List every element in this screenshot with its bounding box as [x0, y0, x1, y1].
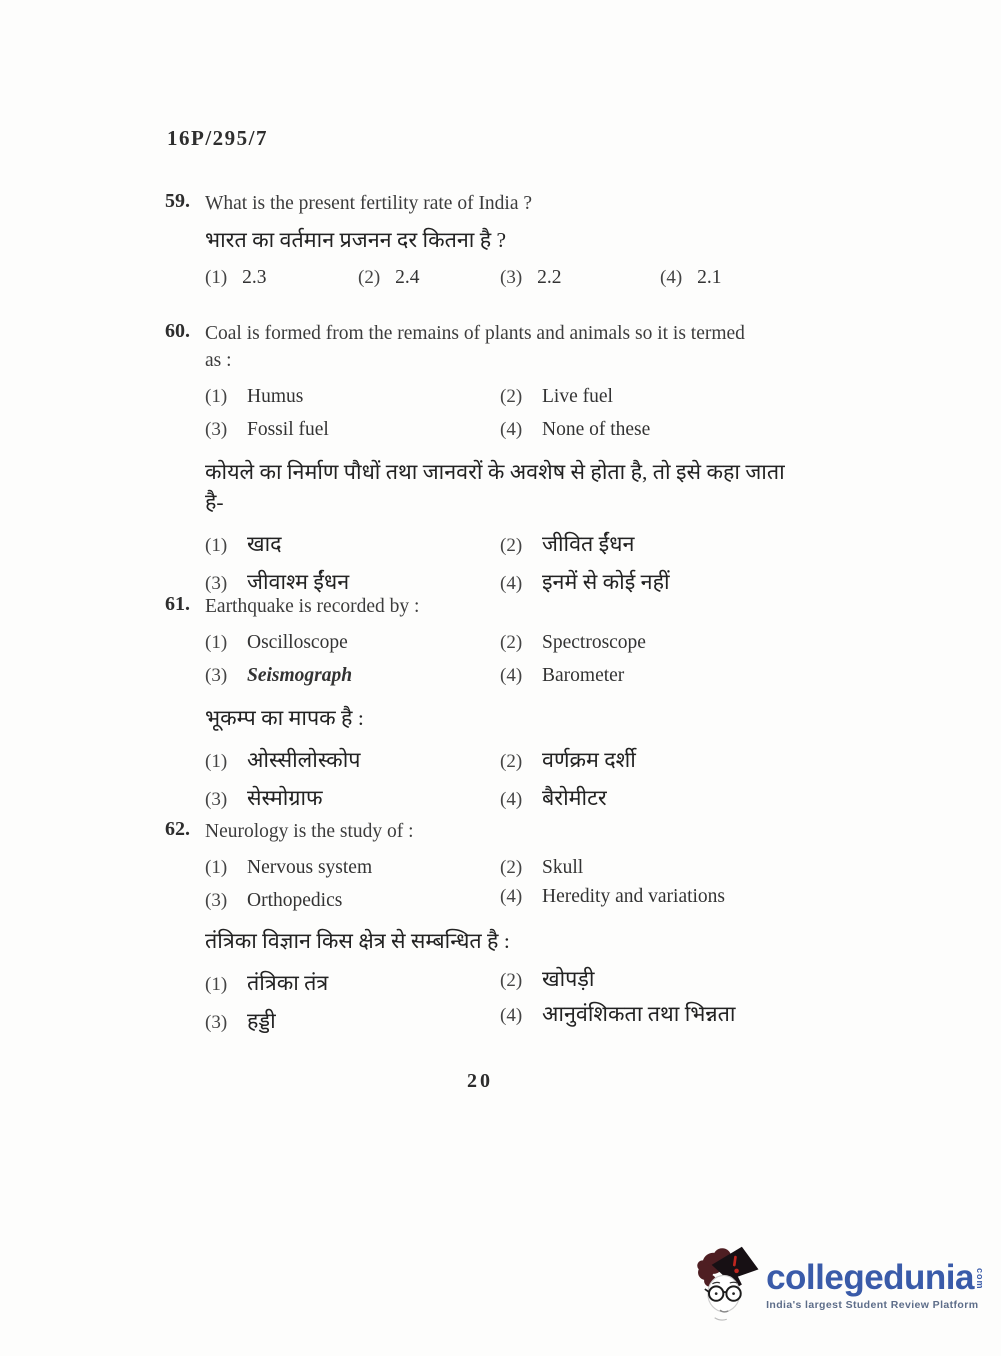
question-number: 61. — [165, 593, 190, 615]
option-label: सेस्मोग्राफ — [247, 786, 323, 810]
collegedunia-logo — [692, 1239, 985, 1332]
option-number: (3) — [205, 789, 228, 810]
option-number: (3) — [205, 573, 228, 594]
option-number: (2) — [500, 535, 523, 556]
option-label: 2.1 — [697, 267, 722, 288]
option-label: 2.4 — [395, 267, 420, 288]
question-text-hi-cont: है- — [205, 490, 224, 514]
options-en — [205, 632, 865, 687]
question-text-en: Neurology is the study of : — [205, 821, 414, 842]
question-text-hi: भारत का वर्तमान प्रजनन दर कितना है ? — [205, 228, 507, 252]
option-number: (3) — [205, 419, 228, 440]
option-label: Fossil fuel — [247, 419, 329, 440]
option-label: Barometer — [542, 665, 625, 686]
option-number: (4) — [660, 267, 683, 288]
option-label: ओस्सीलोस्कोप — [247, 748, 361, 772]
option-label: Spectroscope — [542, 632, 646, 653]
option-3 — [500, 267, 660, 289]
question-number: 60. — [165, 320, 190, 342]
question-text-en: Earthquake is recorded by : — [205, 596, 420, 617]
options-hi — [205, 968, 865, 1035]
collegedunia-brand-suffix: com — [975, 1268, 985, 1290]
collegedunia-brand-text: collegedunia — [766, 1258, 974, 1297]
option-label: बैरोमीटर — [542, 786, 607, 810]
option-1 — [205, 267, 358, 289]
page-number: 20 — [467, 1070, 493, 1092]
option-number: (1) — [205, 974, 228, 995]
option-label: जीवित ईंधन — [542, 532, 635, 556]
options-row — [205, 267, 865, 289]
option-label: Skull — [542, 857, 584, 878]
option-number: (2) — [500, 751, 523, 772]
question-61 — [165, 593, 865, 812]
question-text-en: Coal is formed from the remains of plants and animals so it is termed — [205, 323, 745, 344]
option-label: आनुवंशिकता तथा भिन्नता — [542, 1002, 736, 1026]
options-en — [205, 857, 865, 912]
option-label: None of these — [542, 419, 651, 440]
question-number: 59. — [165, 190, 190, 212]
option-label: Oscilloscope — [247, 632, 348, 653]
option-number: (1) — [205, 535, 228, 556]
option-2 — [358, 267, 500, 289]
option-label: 2.2 — [537, 267, 562, 288]
question-text-hi: तंत्रिका विज्ञान किस क्षेत्र से सम्बन्धित है : — [205, 929, 510, 953]
option-number: (1) — [205, 857, 228, 878]
option-number: (1) — [205, 751, 228, 772]
option-label: खाद — [247, 532, 282, 556]
option-number: (4) — [500, 419, 523, 440]
question-text-en: What is the present fertility rate of India ? — [205, 193, 533, 214]
option-number: (4) — [500, 665, 523, 686]
question-text-hi: कोयले का निर्माण पौधों तथा जानवरों के अवशेष से होता है, तो इसे कहा जाता — [205, 460, 785, 484]
option-number: (3) — [205, 1012, 228, 1033]
option-label: Seismograph — [247, 665, 353, 686]
option-label: Nervous system — [247, 857, 373, 878]
question-text-en-cont: as : — [205, 350, 232, 371]
question-text-hi: भूकम्प का मापक है : — [205, 706, 364, 730]
collegedunia-mascot-icon — [692, 1239, 760, 1332]
option-number: (2) — [500, 857, 523, 878]
question-59 — [165, 190, 865, 289]
option-number: (4) — [500, 1005, 523, 1026]
option-number: (2) — [500, 970, 523, 991]
collegedunia-tagline: India's largest Student Review Platform — [766, 1299, 979, 1311]
option-label: खोपड़ी — [542, 967, 595, 991]
option-label: इनमें से कोई नहीं — [542, 570, 670, 594]
option-number: (4) — [500, 886, 523, 907]
option-4 — [660, 267, 865, 289]
question-62 — [165, 818, 865, 1035]
option-label: तंत्रिका तंत्र — [247, 971, 329, 995]
option-number: (2) — [358, 267, 381, 288]
option-label: Live fuel — [542, 386, 613, 407]
option-label: Heredity and variations — [542, 886, 726, 907]
question-60 — [165, 320, 865, 596]
option-number: (2) — [500, 632, 523, 653]
options-hi — [205, 745, 865, 812]
option-number: (1) — [205, 632, 228, 653]
option-number: (3) — [205, 665, 228, 686]
option-number: (4) — [500, 573, 523, 594]
option-number: (3) — [205, 890, 228, 911]
option-label: वर्णक्रम दर्शी — [542, 748, 636, 772]
option-number: (1) — [205, 386, 228, 407]
options-hi — [205, 529, 865, 596]
options-en — [205, 386, 865, 441]
question-number: 62. — [165, 818, 190, 840]
option-number: (3) — [500, 267, 523, 288]
option-number: (2) — [500, 386, 523, 407]
option-number: (4) — [500, 789, 523, 810]
option-label: हड्डी — [247, 1009, 276, 1033]
option-label: Humus — [247, 386, 304, 407]
option-label: 2.3 — [242, 267, 267, 288]
option-number: (1) — [205, 267, 228, 288]
paper-code: 16P/295/7 — [167, 126, 268, 150]
option-label: जीवाश्म ईंधन — [247, 570, 350, 594]
option-label: Orthopedics — [247, 890, 343, 911]
